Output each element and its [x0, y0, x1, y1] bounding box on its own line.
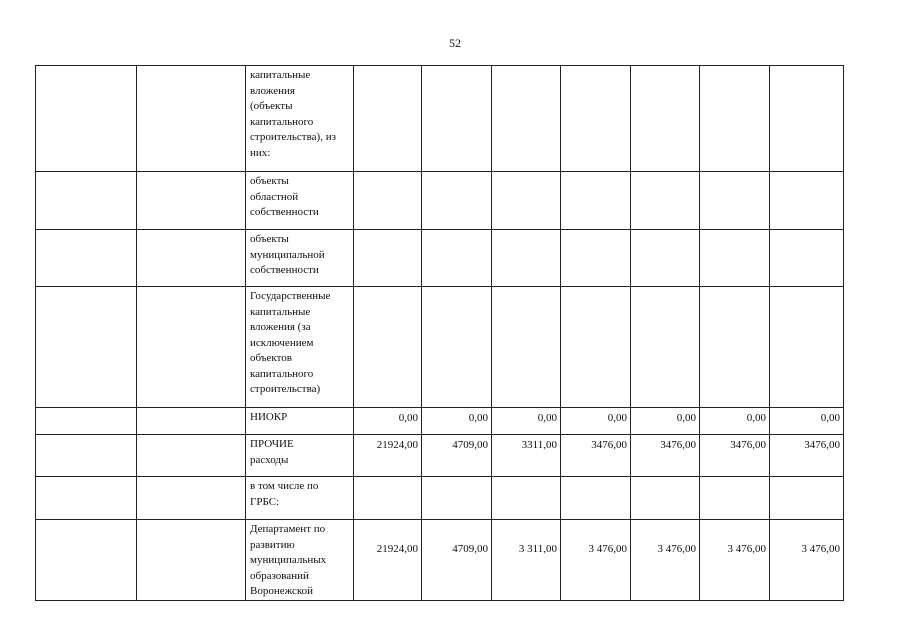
- value-cell: 0,00: [770, 408, 844, 435]
- empty-cell: [36, 520, 137, 601]
- value-cell: 3476,00: [700, 435, 770, 477]
- row-label: ПРОЧИЕ расходы: [246, 435, 354, 477]
- value-cell: 0,00: [422, 408, 492, 435]
- value-cell: 21924,00: [354, 520, 422, 601]
- value-cell: 0,00: [354, 408, 422, 435]
- value-cell: [700, 66, 770, 172]
- value-cell: [354, 287, 422, 408]
- value-cell: [631, 477, 700, 520]
- value-cell: 3476,00: [561, 435, 631, 477]
- empty-cell: [137, 520, 246, 601]
- value-cell: [422, 230, 492, 287]
- value-cell: [354, 66, 422, 172]
- empty-cell: [137, 435, 246, 477]
- value-cell: 0,00: [492, 408, 561, 435]
- empty-cell: [36, 287, 137, 408]
- table-row: [36, 287, 844, 408]
- value-cell: [492, 66, 561, 172]
- table-row: [36, 172, 844, 230]
- value-cell: 3476,00: [631, 435, 700, 477]
- value-cell: 4709,00: [422, 520, 492, 601]
- value-cell: [561, 230, 631, 287]
- value-cell: [631, 287, 700, 408]
- value-cell: [770, 287, 844, 408]
- value-cell: 3476,00: [770, 435, 844, 477]
- value-cell: [492, 287, 561, 408]
- table-row: [36, 408, 844, 435]
- value-cell: 3 476,00: [631, 520, 700, 601]
- value-cell: 3 476,00: [561, 520, 631, 601]
- row-label: Департамент по развитию муниципальных образований Воронежской: [246, 520, 354, 601]
- empty-cell: [137, 66, 246, 172]
- empty-cell: [36, 172, 137, 230]
- value-cell: 3 311,00: [492, 520, 561, 601]
- table-row: [36, 66, 844, 172]
- value-cell: [354, 172, 422, 230]
- value-cell: [561, 287, 631, 408]
- empty-cell: [137, 477, 246, 520]
- value-cell: [354, 230, 422, 287]
- value-cell: [561, 477, 631, 520]
- value-cell: 0,00: [561, 408, 631, 435]
- value-cell: [561, 66, 631, 172]
- value-cell: [492, 172, 561, 230]
- value-cell: [354, 477, 422, 520]
- empty-cell: [36, 435, 137, 477]
- value-cell: [422, 287, 492, 408]
- row-label: объекты муниципальной собственности: [246, 230, 354, 287]
- value-cell: [700, 230, 770, 287]
- row-label: Государственные капитальные вложения (за исключением объектов капитального строительства): [246, 287, 354, 408]
- value-cell: [770, 230, 844, 287]
- value-cell: [631, 230, 700, 287]
- table-row: [36, 435, 844, 477]
- value-cell: 21924,00: [354, 435, 422, 477]
- value-cell: 3 476,00: [700, 520, 770, 601]
- value-cell: [422, 172, 492, 230]
- value-cell: [422, 477, 492, 520]
- row-label: объекты областной собственности: [246, 172, 354, 230]
- value-cell: [492, 477, 561, 520]
- empty-cell: [137, 230, 246, 287]
- page-number: 52: [449, 36, 461, 50]
- table-row: [36, 477, 844, 520]
- value-cell: [492, 230, 561, 287]
- value-cell: [631, 66, 700, 172]
- value-cell: [770, 66, 844, 172]
- value-cell: [422, 66, 492, 172]
- empty-cell: [36, 477, 137, 520]
- value-cell: [770, 172, 844, 230]
- value-cell: 4709,00: [422, 435, 492, 477]
- empty-cell: [36, 408, 137, 435]
- value-cell: [770, 477, 844, 520]
- table-row: [36, 230, 844, 287]
- value-cell: [561, 172, 631, 230]
- empty-cell: [137, 172, 246, 230]
- value-cell: 0,00: [700, 408, 770, 435]
- empty-cell: [36, 66, 137, 172]
- empty-cell: [137, 408, 246, 435]
- row-label: НИОКР: [246, 408, 354, 435]
- empty-cell: [137, 287, 246, 408]
- value-cell: [631, 172, 700, 230]
- value-cell: [700, 477, 770, 520]
- value-cell: 3 476,00: [770, 520, 844, 601]
- value-cell: 3311,00: [492, 435, 561, 477]
- budget-table: [35, 65, 844, 601]
- row-label: в том числе по ГРБС:: [246, 477, 354, 520]
- value-cell: [700, 287, 770, 408]
- empty-cell: [36, 230, 137, 287]
- value-cell: 0,00: [631, 408, 700, 435]
- row-label: капитальные вложения (объекты капитального строительства), из них:: [246, 66, 354, 172]
- table-row: [36, 520, 844, 601]
- value-cell: [700, 172, 770, 230]
